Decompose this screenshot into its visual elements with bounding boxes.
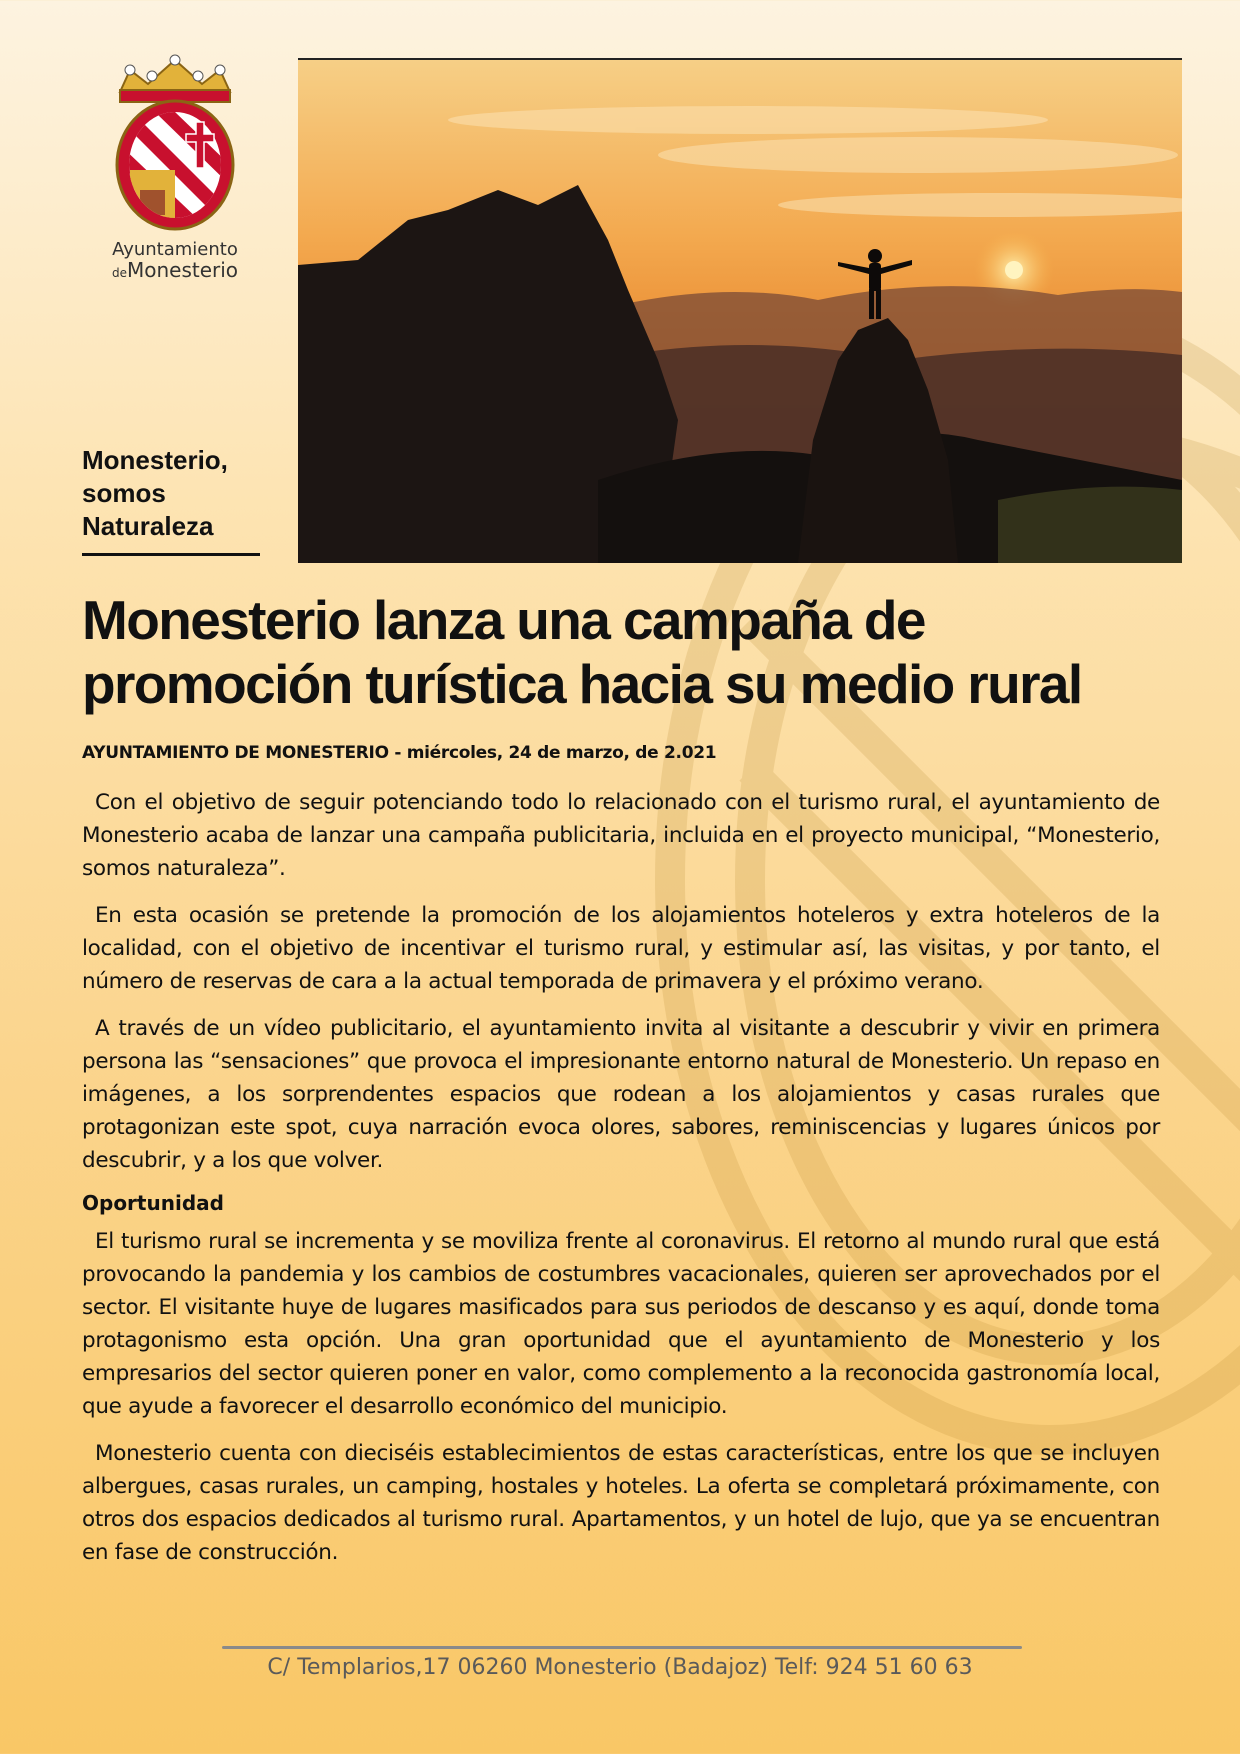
slogan-line2: somos xyxy=(82,478,166,508)
headline-line2: promoción turística hacia su medio rural xyxy=(82,653,1082,715)
slogan-line3: Naturaleza xyxy=(82,511,214,541)
article-headline xyxy=(82,588,1162,716)
paragraph: A través de un vídeo publicitario, el ayuntamiento invita al visitante a descubrir y vivir en primera persona las “sensaciones” que provoca el impresionante entorno natural de Monesterio. Un repaso en imágenes, a los sorprendentes espacios que rodean a los alojamientos y casas rurales que protagonizan este spot, cuya narración evoca olores, sabores, reminiscencias y lugares únicos por descubrir, y a los que volver. xyxy=(82,1016,1160,1173)
logo-line1: Ayuntamiento xyxy=(112,239,238,260)
municipality-logo xyxy=(100,50,250,282)
headline-line1: Monesterio lanza una campaña de xyxy=(82,589,925,651)
campaign-slogan xyxy=(82,444,260,556)
footer-address: C/ Templarios,17 06260 Monesterio (Badajoz) Telf: 924 51 60 63 xyxy=(267,1655,973,1680)
article-byline: AYUNTAMIENTO DE MONESTERIO - miércoles, 24 de marzo, de 2.021 xyxy=(82,743,717,763)
logo-line2: deMonesterio xyxy=(111,258,239,282)
paragraph: En esta ocasión se pretende la promoción de los alojamientos hoteleros y extra hoteleros de la localidad, con el objetivo de incentivar el turismo rural, y estimular así, las visitas, y por tanto, el número de reservas de cara a la actual temporada de primavera y el próximo verano. xyxy=(82,903,1160,994)
hero-photo xyxy=(298,58,1182,563)
footer-divider xyxy=(222,1646,1022,1649)
article-body xyxy=(82,786,1160,1583)
paragraph: Con el objetivo de seguir potenciando todo lo relacionado con el turismo rural, el ayuntamiento de Monesterio acaba de lanzar una campaña publicitaria, incluida en el proyecto municipal, “Monesterio, somos naturaleza”. xyxy=(82,790,1160,881)
paragraph: Monesterio cuenta con dieciséis establecimientos de estas características, entre los que se incluyen albergues, casas rurales, un camping, hostales y hoteles. La oferta se completará próximamente, con otros dos espacios dedicados al turismo rural. Apartamentos, y un hotel de lujo, que ya se encuentran en fase de construcción. xyxy=(82,1441,1160,1565)
crest-icon xyxy=(100,50,250,235)
paragraph: El turismo rural se incrementa y se moviliza frente al coronavirus. El retorno al mundo rural que está provocando la pandemia y los cambios de costumbres vacacionales, quieren ser aprovechados por el sector. El visitante huye de lugares masificados para sus periodos de descanso y es aquí, donde toma protagonismo esta opción. Una gran oportunidad que el ayuntamiento de Monesterio y los empresarios del sector quieren poner en valor, como complemento a la reconocida gastronomía local, que ayude a favorecer el desarrollo económico del municipio. xyxy=(82,1229,1160,1419)
section-heading: Oportunidad xyxy=(82,1191,224,1215)
slogan-line1: Monesterio, xyxy=(82,445,228,475)
